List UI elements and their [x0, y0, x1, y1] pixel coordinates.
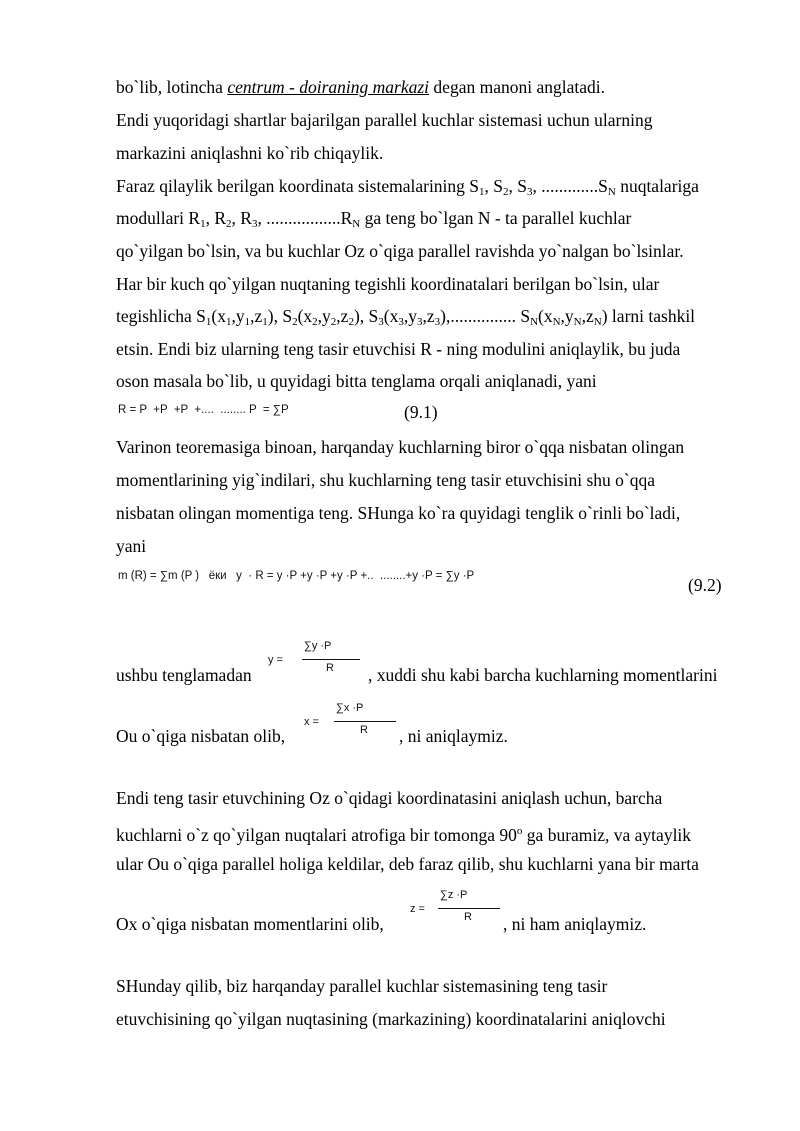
subscript: N	[593, 316, 602, 328]
text-line-7: Har bir kuch qo`yilgan nuqtaning tegishli koordinatalari berilgan bo`lsin, ular	[116, 274, 660, 294]
fraction-numerator: ∑z ·P	[440, 889, 468, 901]
fraction-lhs: x =	[304, 716, 319, 728]
fraction-numerator: ∑x ·P	[336, 702, 364, 714]
text-line-15b: , xuddi shu kabi barcha kuchlarning momentlarini	[368, 665, 718, 685]
fraction-bar	[438, 908, 500, 909]
fraction-bar	[302, 659, 360, 660]
text-fragment: tegishlicha S	[116, 306, 206, 326]
text-fragment: ,y	[231, 306, 245, 326]
subscript: 3	[398, 316, 404, 328]
subscript: N	[573, 316, 582, 328]
subscript: N	[552, 316, 561, 328]
text-line-21: SHunday qilib, biz harqanday parallel kuchlar sistemasining teng tasir	[116, 976, 608, 996]
fraction-bar	[334, 721, 396, 722]
text-fragment: , R	[231, 208, 252, 228]
text-fragment: , .................R	[257, 208, 353, 228]
text-fragment: kuchlarni o`z qo`yilgan nuqtalari atrofiga bir tomonga 90	[116, 825, 517, 845]
text-fragment: , S	[508, 176, 527, 196]
text-line-14: yani	[116, 536, 147, 556]
text-line-2: Endi yuqoridagi shartlar bajarilgan parallel kuchlar sistemasi uchun ularning	[116, 110, 653, 130]
text-line-4	[116, 175, 699, 203]
text-fragment: (x	[383, 306, 399, 326]
subscript: 2	[226, 218, 232, 230]
fraction-numerator: ∑y ·P	[304, 640, 332, 652]
text-fragment: ,z	[336, 306, 349, 326]
subscript: 2	[312, 316, 318, 328]
subscript: 2	[330, 316, 337, 328]
subscript: 1	[262, 316, 268, 328]
text-line-17: Endi teng tasir etuvchining Oz o`qidagi koordinatasini aniqlash uchun, barcha	[116, 788, 663, 808]
text-fragment: Faraz qilaylik berilgan koordinata sistemalarining S	[116, 176, 480, 196]
text-fragment: (x	[211, 306, 226, 326]
text-fragment: modullari R	[116, 208, 201, 228]
subscript: 3	[251, 218, 258, 230]
text-fragment: ), S	[267, 306, 293, 326]
text-fragment: , .............S	[532, 176, 608, 196]
subscript: 1	[226, 316, 232, 328]
fraction-lhs: y =	[268, 654, 283, 666]
equation-number-9-1: (9.1)	[404, 402, 438, 422]
equation-9-2: m (R) = ∑m (P ) ёки y · R = y ·P +y ·P +y ·P +.. ........+y ·P = ∑y ·P	[118, 570, 475, 582]
subscript: 1	[200, 218, 206, 230]
text-line-1	[116, 76, 605, 98]
text-line-22: etuvchisining qo`yilgan nuqtasining (markazining) koordinatalarini aniqlovchi	[116, 1009, 666, 1029]
fraction-denominator: R	[464, 911, 472, 923]
fraction-lhs: z =	[410, 903, 425, 915]
text-line-11: Varinon teoremasiga binoan, harqanday kuchlarning biror o`qqa nisbatan olingan	[116, 437, 685, 457]
fraction-yc	[268, 640, 368, 684]
equation-number-9-2: (9.2)	[688, 575, 722, 595]
fraction-denominator: R	[326, 662, 334, 674]
subscript: 2	[503, 186, 509, 198]
emphasized-term: centrum - doiraning markazi	[227, 77, 430, 97]
text-fragment: ,z	[581, 306, 594, 326]
text-fragment: ga buramiz, va aytaylik	[522, 825, 692, 845]
subscript: 3	[434, 316, 441, 328]
subscript: 1	[479, 186, 485, 198]
text-fragment: ),............... S	[440, 306, 531, 326]
text-line-13: nisbatan olingan momentiga teng. SHunga ko`ra quyidagi tenglik o`rinli bo`ladi,	[116, 503, 681, 523]
text-line-20a: Ox o`qiga nisbatan momentlarini olib,	[116, 914, 384, 934]
text-line-19: ular Ou o`qiga parallel holiga keldilar, deb faraz qilib, shu kuchlarni yana bir marta	[116, 854, 699, 874]
text-line-15a: ushbu tenglamadan	[116, 665, 252, 685]
degree-superscript: o	[516, 825, 523, 837]
subscript: N	[352, 218, 361, 230]
subscript: 3	[527, 186, 533, 198]
text-fragment: ,y	[560, 306, 574, 326]
text-fragment: , S	[484, 176, 504, 196]
text-fragment: ,y	[317, 306, 331, 326]
fraction-denominator: R	[360, 724, 368, 736]
subscript: 1	[244, 316, 251, 328]
text-fragment: , R	[205, 208, 227, 228]
text-fragment: ), S	[353, 306, 379, 326]
text-fragment: (x	[538, 306, 553, 326]
text-line-12: momentlarining yig`indilari, shu kuchlarning teng tasir etuvchisini shu o`qqa	[116, 470, 655, 490]
text-line-6: qo`yilgan bo`lsin, va bu kuchlar Oz o`qiga parallel ravishda yo`nalgan bo`lsinlar.	[116, 241, 684, 261]
subscript: 2	[348, 316, 354, 328]
text-fragment: degan manoni anglatadi.	[429, 77, 605, 97]
subscript: 3	[378, 316, 384, 328]
text-fragment: ) larni tashkil	[601, 306, 696, 326]
text-line-10: oson masala bo`lib, u quyidagi bitta tenglama orqali aniqlanadi, yani	[116, 371, 597, 391]
text-line-5	[116, 207, 631, 235]
subscript: 3	[416, 316, 423, 328]
text-line-20b: , ni ham aniqlaymiz.	[503, 914, 647, 934]
subscript: N	[607, 186, 616, 198]
text-fragment: ,z	[250, 306, 263, 326]
text-fragment: ,y	[403, 306, 417, 326]
text-line-16a: Ou o`qiga nisbatan olib,	[116, 726, 286, 746]
subscript: 2	[292, 316, 298, 328]
text-line-3: markazini aniqlashni ko`rib chiqaylik.	[116, 143, 384, 163]
text-fragment: ,z	[422, 306, 435, 326]
fraction-xc	[304, 702, 404, 746]
equation-9-1: R = P +P +P +.... ........ P = ∑P	[118, 404, 289, 416]
subscript: 1	[205, 316, 212, 328]
text-line-8	[116, 305, 695, 333]
text-line-18	[116, 820, 691, 846]
text-line-16b: , ni aniqlaymiz.	[399, 726, 508, 746]
text-fragment: bo`lib, lotincha	[116, 77, 228, 97]
text-fragment: (x	[297, 306, 313, 326]
subscript: N	[530, 316, 539, 328]
fraction-zc	[410, 889, 510, 933]
text-line-9: etsin. Endi biz ularning teng tasir etuvchisi R - ning modulini aniqlaylik, bu juda	[116, 339, 681, 359]
text-fragment: nuqtalariga	[615, 176, 699, 196]
text-fragment: ga teng bo`lgan N - ta parallel kuchlar	[360, 208, 632, 228]
